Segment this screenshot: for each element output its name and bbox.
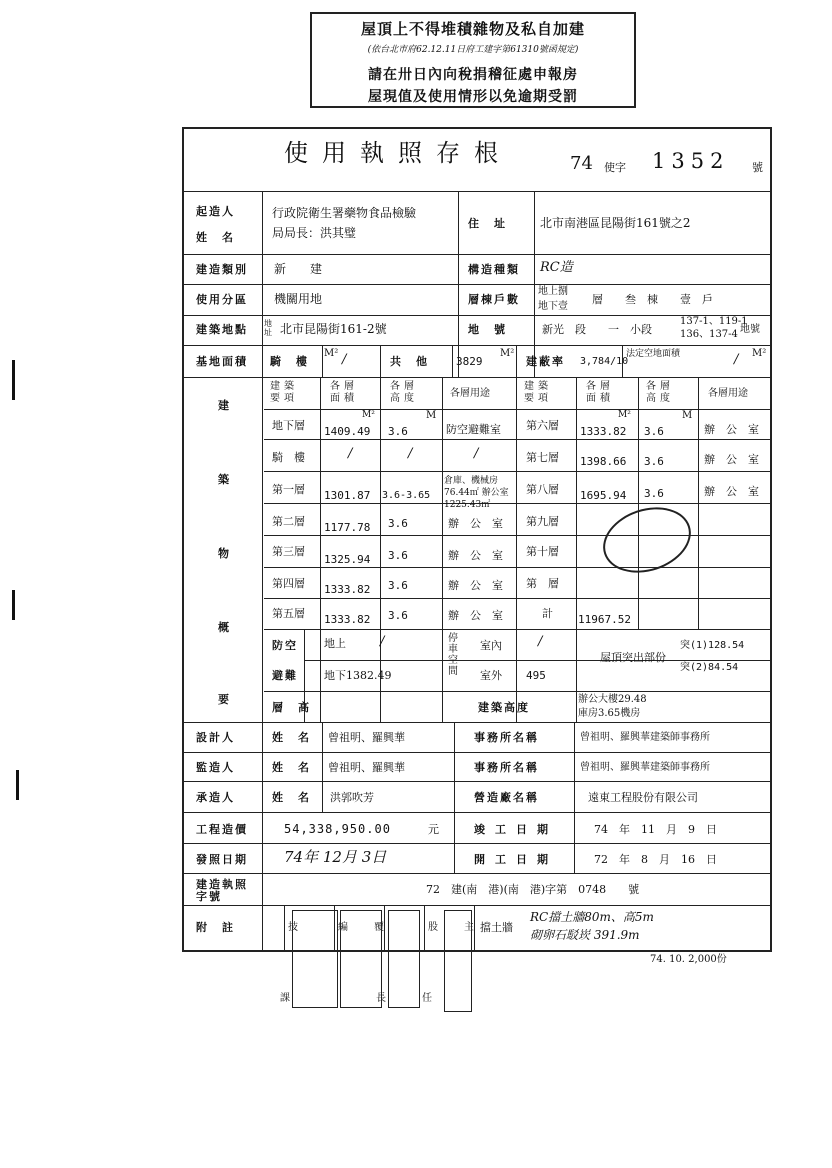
start-label: 開工日期 — [474, 853, 558, 866]
unit-mark: M² — [618, 410, 631, 420]
floor-name: 第三層 — [272, 545, 305, 558]
structure-type: RC造 — [540, 260, 573, 275]
contractor-name: 洪郭吹芳 — [330, 791, 374, 804]
build-type-label: 建造類別 — [196, 263, 248, 276]
builder-address: 北市南港區昆陽街161號之2 — [540, 216, 691, 230]
roof-value-1: 突(1)128.54 — [680, 640, 745, 651]
lot-section: 新光 段 一 小段 — [542, 323, 652, 336]
building-height-1: 辦公大樓29.48 — [578, 694, 647, 705]
floor-area: / — [348, 446, 353, 461]
shelter-label-2: 避難 — [272, 669, 298, 682]
issue-date: 74年 12月 3日 — [284, 848, 387, 866]
site-prefix: 地址 — [264, 319, 272, 337]
print-run: 74. 10. 2,000份 — [650, 954, 727, 965]
floor-use: 辦 公 室 — [448, 609, 503, 622]
sign-label-section: 股 — [428, 922, 438, 933]
scan-mark — [12, 360, 15, 400]
regulation-stamp — [310, 12, 636, 108]
sign-label-duty: 任 — [422, 993, 432, 1004]
outdoor-value: 495 — [526, 669, 546, 682]
coverage-value: 3,784/10 — [580, 356, 629, 367]
floor-height: 3.6 — [388, 609, 408, 622]
shelter-below: 地下1382.49 — [324, 669, 392, 682]
floor-height: 3.6 — [644, 425, 664, 438]
floor-name: 第四層 — [272, 577, 305, 590]
cost-unit: 元 — [428, 823, 439, 836]
floor-name: 騎 樓 — [272, 451, 305, 464]
unit-mark: M — [426, 410, 437, 421]
permit-year: 74 — [570, 153, 593, 174]
issue-label: 發照日期 — [196, 853, 248, 866]
indoor-value: / — [538, 634, 543, 649]
floor-use: 辦 公 室 — [704, 453, 759, 466]
floor-name: 第九層 — [526, 515, 559, 528]
address-label: 住 址 — [468, 217, 507, 230]
contractor-name-label: 姓 名 — [272, 791, 311, 804]
outdoor-label: 室外 — [480, 669, 502, 682]
building-summary-label-2: 築 — [218, 473, 231, 486]
retaining-wall-1: RC擋土牆80m、高5m — [530, 910, 654, 924]
legal-open-unit: M² — [752, 348, 767, 359]
circular-seal — [595, 497, 700, 584]
floor-area: 1177.78 — [324, 521, 371, 534]
col-height-header-right: 各層高度 — [646, 381, 674, 404]
floor-area: 1333.82 — [324, 583, 371, 596]
floor-name: 第 層 — [526, 577, 559, 590]
approval-seal — [444, 910, 472, 1012]
floor-name: 第八層 — [526, 483, 559, 496]
floor-use: 防空避難室 — [446, 423, 501, 436]
floor-height: 3.6 — [388, 549, 408, 562]
floor-height: / — [408, 446, 413, 461]
contractor-firm: 遠東工程股份有限公司 — [588, 791, 698, 804]
retaining-label: 擋土牆 — [480, 921, 513, 934]
build-type: 新 建 — [274, 262, 323, 276]
site-address: 北市昆陽街161-2號 — [280, 322, 387, 336]
start-date: 72 年 8 月 16 日 — [594, 853, 717, 866]
other-label: 共 他 — [390, 355, 429, 368]
unit-mark: M² — [362, 410, 375, 420]
stamp-line-2: (依台北市府62.12.11日府工建字第61310號函規定) — [367, 45, 579, 55]
col-use-header-right: 各層用途 — [708, 388, 748, 399]
building-summary-label-5: 要 — [218, 693, 231, 706]
approval-seal — [292, 910, 338, 1008]
ceiling-label: 層 高 — [272, 701, 311, 714]
floor-area: 1325.94 — [324, 553, 371, 566]
other-area: 3829 — [456, 355, 483, 368]
floor-name: 第六層 — [526, 419, 559, 432]
roof-value-2: 突(2)84.54 — [680, 662, 739, 673]
cost-label: 工程造價 — [196, 823, 248, 836]
lot-numbers-2: 136、137-4 — [680, 329, 738, 340]
builder-name-2: 局局長：洪其璧 — [272, 226, 357, 240]
floor-name: 第十層 — [526, 545, 559, 558]
building-summary-label-4: 概 — [218, 621, 231, 634]
designer-firm-label: 事務所名稱 — [474, 731, 539, 744]
col-area-header: 各層面積 — [330, 381, 358, 404]
floor-use: 辦 公 室 — [704, 485, 759, 498]
floor-area: 1333.82 — [580, 425, 627, 438]
sign-label-head: 長 — [376, 993, 386, 1004]
sign-label-edit: 編 — [338, 922, 348, 933]
lot-label: 地 號 — [468, 323, 507, 336]
permit-suffix: 號 — [752, 161, 763, 174]
unit-mark: M — [682, 410, 693, 421]
lot-numbers-1: 137-1、119-1 — [680, 316, 748, 327]
floor-name: 計 — [542, 607, 553, 620]
supervisor-firm-label: 事務所名稱 — [474, 761, 539, 774]
coverage-label: 建蔽率 — [526, 355, 565, 368]
structure-label: 構造種類 — [468, 263, 520, 276]
complete-label: 竣工日期 — [474, 823, 558, 836]
legal-open-value: / — [734, 352, 739, 367]
sign-label-tech: 技 — [288, 922, 298, 933]
note-label: 附 註 — [196, 921, 235, 934]
col-height-header: 各層高度 — [390, 381, 418, 404]
arcade-unit: M² — [324, 348, 339, 359]
sign-label-chief: 主 — [464, 922, 474, 933]
floor-name: 第五層 — [272, 607, 305, 620]
col-use-header: 各層用途 — [450, 388, 490, 399]
permit-form — [182, 127, 772, 952]
stamp-line-3: 請在卅日內向稅捐稽征處申報房 — [368, 67, 578, 83]
designer-name: 曾祖明、羅興華 — [328, 731, 405, 744]
floor-area: 1409.49 — [324, 425, 371, 438]
scan-mark — [12, 590, 15, 620]
builder-name-label: 姓 名 — [196, 231, 235, 244]
site-label: 建築地點 — [196, 323, 248, 336]
floor-area: 1333.82 — [324, 613, 371, 626]
arcade-area: / — [342, 352, 347, 367]
supervisor-name: 曾祖明、羅興華 — [328, 761, 405, 774]
sign-label-division: 課 — [280, 993, 290, 1004]
complete-date: 74 年 11 月 9 日 — [594, 823, 717, 836]
legal-open-label: 法定空地面積 — [626, 349, 681, 359]
col-area-header-right: 各層面積 — [586, 381, 614, 404]
lot-suffix: 地號 — [740, 324, 760, 335]
floor-height: 3.6 — [644, 455, 664, 468]
scan-mark — [16, 770, 19, 800]
floors-above: 地上捌 — [538, 286, 568, 297]
base-area-label: 基地面積 — [196, 355, 248, 368]
floor-name: 第一層 — [272, 483, 305, 496]
floor-height: 3.6-3.65 — [382, 490, 431, 501]
col-item-header-right: 建築要項 — [524, 381, 552, 404]
floor-use: 辦 公 室 — [448, 517, 503, 530]
floor-use: 辦 公 室 — [448, 579, 503, 592]
parking-label: 停車空間 — [448, 633, 458, 677]
indoor-label: 室內 — [480, 639, 502, 652]
building-summary-label-3: 物 — [218, 547, 231, 560]
designer-name-label: 姓 名 — [272, 731, 311, 744]
use-zone: 機關用地 — [274, 292, 323, 306]
floor-use: / — [474, 446, 479, 461]
shelter-above: / — [380, 634, 385, 649]
floor-height: 3.6 — [388, 579, 408, 592]
floors-count: 層 叁 棟 壹 戶 — [592, 293, 713, 306]
cost-value: 54,338,950.00 — [284, 822, 391, 836]
supervisor-label: 監造人 — [196, 761, 235, 774]
permit-ref: 72 建(南 港)(南 港)字第 0748 號 — [426, 883, 640, 896]
shelter-above-label: 地上 — [324, 637, 346, 650]
stamp-line-4: 屋現值及使用情形以免逾期受罰 — [368, 89, 578, 105]
designer-label: 設計人 — [196, 731, 235, 744]
form-title: 使用執照存根 — [284, 139, 512, 167]
floor-height: 3.6 — [388, 425, 408, 438]
floor-area: 11967.52 — [578, 613, 631, 626]
building-summary-label-1: 建 — [218, 399, 231, 412]
permit-number: 1352 — [652, 149, 730, 173]
floor-height: 3.6 — [644, 487, 664, 500]
floor-name: 地下層 — [272, 419, 305, 432]
floor-name: 第二層 — [272, 515, 305, 528]
stamp-line-1: 屋頂上不得堆積雜物及私自加建 — [360, 20, 585, 38]
floor-area: 1695.94 — [580, 489, 627, 502]
permit-prefix: 使字 — [604, 161, 626, 174]
shelter-label: 防空 — [272, 639, 298, 652]
floor-height: 3.6 — [388, 517, 408, 530]
building-height-label: 建築高度 — [478, 701, 530, 714]
floor-name: 第七層 — [526, 451, 559, 464]
floor-use: 辦 公 室 — [448, 549, 503, 562]
other-unit: M² — [500, 348, 515, 359]
approval-seal — [388, 910, 420, 1008]
arcade-label: 騎 樓 — [270, 355, 309, 368]
contractor-label: 承造人 — [196, 791, 235, 804]
builder-label: 起造人 — [196, 205, 235, 218]
floors-below: 地下壹 — [538, 301, 568, 312]
sign-label-review: 覆 — [374, 922, 384, 933]
supervisor-name-label: 姓 名 — [272, 761, 311, 774]
permit-label: 建造執照字號 — [196, 878, 248, 903]
building-height-2: 庫房3.65機房 — [578, 708, 641, 719]
builder-name: 行政院衛生署藥物食品檢驗 — [272, 206, 417, 220]
floors-label: 層棟戶數 — [468, 293, 520, 306]
floor-area: 1398.66 — [580, 455, 627, 468]
contractor-firm-label: 營造廠名稱 — [474, 791, 539, 804]
floor-use: 倉庫、機械房76.44㎡ 辦公室1225.43㎡ — [444, 476, 509, 510]
floor-area: 1301.87 — [324, 489, 371, 502]
use-zone-label: 使用分區 — [196, 293, 248, 306]
floor-use: 辦 公 室 — [704, 423, 759, 436]
col-item-header: 建築要項 — [270, 381, 298, 404]
supervisor-firm: 曾祖明、羅興華建築師事務所 — [580, 762, 710, 773]
roof-label: 屋頂突出部份 — [600, 651, 666, 664]
designer-firm: 曾祖明、羅興華建築師事務所 — [580, 732, 710, 743]
retaining-wall-2: 砌卵石駁崁 391.9m — [530, 928, 640, 942]
